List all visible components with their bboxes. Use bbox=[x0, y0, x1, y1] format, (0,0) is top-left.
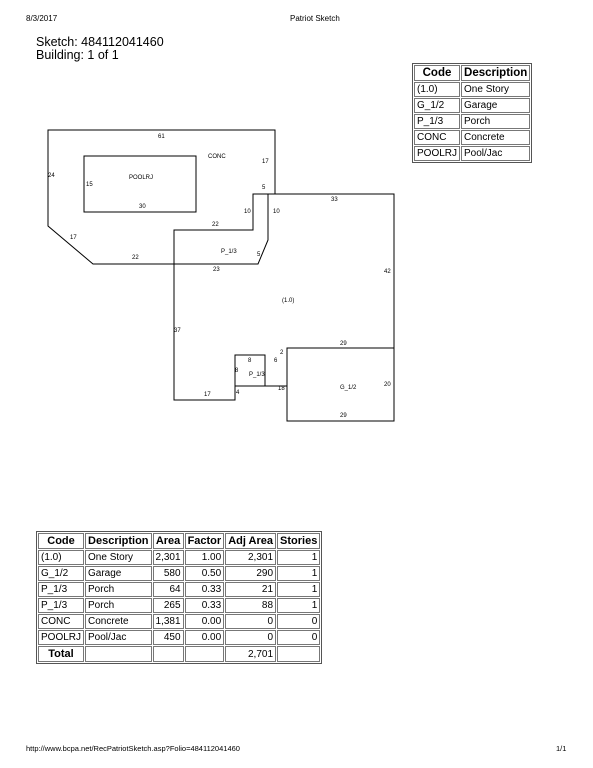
col-code: Code bbox=[38, 533, 84, 549]
empty-cell bbox=[85, 646, 152, 662]
table-row bbox=[38, 582, 320, 597]
table-row bbox=[38, 550, 320, 565]
dim-label: 22 bbox=[132, 255, 139, 261]
dim-label: 8 bbox=[235, 368, 239, 374]
conc-label: CONC bbox=[208, 154, 226, 160]
cell-area: 265 bbox=[153, 598, 184, 613]
cell-adj-area: 88 bbox=[225, 598, 276, 613]
dim-label: 10 bbox=[273, 209, 280, 215]
porch-top-label: P_1/3 bbox=[221, 249, 237, 255]
cell-code: P_1/3 bbox=[38, 598, 84, 613]
dim-label: 29 bbox=[340, 341, 347, 347]
cell-stories: 1 bbox=[277, 582, 320, 597]
dim-label: 6 bbox=[274, 358, 278, 364]
cell-adj-area: 2,301 bbox=[225, 550, 276, 565]
dim-label: 4 bbox=[236, 390, 240, 396]
table-row bbox=[38, 598, 320, 613]
cell-code: (1.0) bbox=[38, 550, 84, 565]
dim-label: 24 bbox=[48, 173, 55, 179]
dim-label: 29 bbox=[340, 413, 347, 419]
area-summary-table bbox=[36, 531, 322, 664]
cell-description: Garage bbox=[85, 566, 152, 581]
total-adj-area: 2,701 bbox=[225, 646, 276, 662]
sketch-id: Sketch: 484112041460 bbox=[36, 35, 164, 49]
cell-code: G_1/2 bbox=[38, 566, 84, 581]
conc-outline bbox=[48, 130, 275, 264]
cell-adj-area: 290 bbox=[225, 566, 276, 581]
cell-code: POOLRJ bbox=[38, 630, 84, 645]
cell-factor: 0.33 bbox=[185, 582, 225, 597]
dim-label: 42 bbox=[384, 269, 391, 275]
cell-factor: 0.33 bbox=[185, 598, 225, 613]
legend-col-description: Description bbox=[461, 65, 530, 81]
cell-stories: 1 bbox=[277, 550, 320, 565]
legend-description: One Story bbox=[461, 82, 530, 97]
legend-code: G_1/2 bbox=[414, 98, 460, 113]
dim-label: 10 bbox=[244, 209, 251, 215]
cell-factor: 0.50 bbox=[185, 566, 225, 581]
dim-label: 17 bbox=[262, 159, 269, 165]
dim-label: 5 bbox=[262, 185, 266, 191]
cell-stories: 1 bbox=[277, 598, 320, 613]
empty-cell bbox=[153, 646, 184, 662]
page-number: 1/1 bbox=[556, 744, 567, 753]
col-adj-area: Adj Area bbox=[225, 533, 276, 549]
col-description: Description bbox=[85, 533, 152, 549]
legend-col-code: Code bbox=[414, 65, 460, 81]
one-story-outline bbox=[174, 194, 394, 400]
col-factor: Factor bbox=[185, 533, 225, 549]
cell-code: P_1/3 bbox=[38, 582, 84, 597]
cell-adj-area: 21 bbox=[225, 582, 276, 597]
garage-label: G_1/2 bbox=[340, 385, 357, 391]
empty-cell bbox=[277, 646, 320, 662]
cell-code: CONC bbox=[38, 614, 84, 629]
poolrj-label: POOLRJ bbox=[129, 175, 154, 181]
page-header-title: Patriot Sketch bbox=[290, 14, 340, 23]
legend-code: POOLRJ bbox=[414, 146, 460, 161]
dim-label: 23 bbox=[213, 267, 220, 273]
dim-label: 37 bbox=[174, 328, 181, 334]
cell-area: 2,301 bbox=[153, 550, 184, 565]
area-header-row bbox=[38, 533, 320, 549]
cell-description: One Story bbox=[85, 550, 152, 565]
dim-label: 22 bbox=[212, 222, 219, 228]
total-row bbox=[38, 646, 320, 662]
dim-label: 5 bbox=[257, 252, 261, 258]
dim-label: 18 bbox=[278, 386, 285, 392]
col-stories: Stories bbox=[277, 533, 320, 549]
legend-description: Pool/Jac bbox=[461, 146, 530, 161]
total-label: Total bbox=[38, 646, 84, 662]
cell-area: 1,381 bbox=[153, 614, 184, 629]
table-row bbox=[38, 630, 320, 645]
cell-area: 580 bbox=[153, 566, 184, 581]
cell-stories: 0 bbox=[277, 614, 320, 629]
cell-adj-area: 0 bbox=[225, 614, 276, 629]
dim-label: 30 bbox=[139, 204, 146, 210]
col-area: Area bbox=[153, 533, 184, 549]
one-story-label: (1.0) bbox=[282, 298, 295, 304]
legend-code: (1.0) bbox=[414, 82, 460, 97]
cell-area: 450 bbox=[153, 630, 184, 645]
porch-small-label: P_1/3 bbox=[249, 372, 265, 378]
print-date: 8/3/2017 bbox=[26, 14, 58, 23]
legend-code: CONC bbox=[414, 130, 460, 145]
cell-description: Concrete bbox=[85, 614, 152, 629]
cell-adj-area: 0 bbox=[225, 630, 276, 645]
cell-area: 64 bbox=[153, 582, 184, 597]
table-row bbox=[38, 566, 320, 581]
legend-description: Porch bbox=[461, 114, 530, 129]
cell-factor: 0.00 bbox=[185, 630, 225, 645]
legend-code: P_1/3 bbox=[414, 114, 460, 129]
cell-factor: 0.00 bbox=[185, 614, 225, 629]
legend-description: Garage bbox=[461, 98, 530, 113]
dim-label: 61 bbox=[158, 134, 165, 140]
table-row bbox=[38, 614, 320, 629]
cell-factor: 1.00 bbox=[185, 550, 225, 565]
footer-url[interactable]: http://www.bcpa.net/RecPatriotSketch.asp?Folio=484112041460 bbox=[26, 744, 240, 753]
cell-stories: 1 bbox=[277, 566, 320, 581]
dim-label: 15 bbox=[86, 182, 93, 188]
dim-label: 33 bbox=[331, 197, 338, 203]
cell-description: Porch bbox=[85, 598, 152, 613]
empty-cell bbox=[185, 646, 225, 662]
dim-label: 20 bbox=[384, 382, 391, 388]
dim-label: 17 bbox=[70, 235, 77, 241]
legend-description: Concrete bbox=[461, 130, 530, 145]
cell-description: Pool/Jac bbox=[85, 630, 152, 645]
cell-description: Porch bbox=[85, 582, 152, 597]
dim-label: 17 bbox=[204, 392, 211, 398]
dim-label: 2 bbox=[280, 350, 284, 356]
cell-stories: 0 bbox=[277, 630, 320, 645]
building-count: Building: 1 of 1 bbox=[36, 48, 119, 62]
dim-label: 8 bbox=[248, 358, 252, 364]
